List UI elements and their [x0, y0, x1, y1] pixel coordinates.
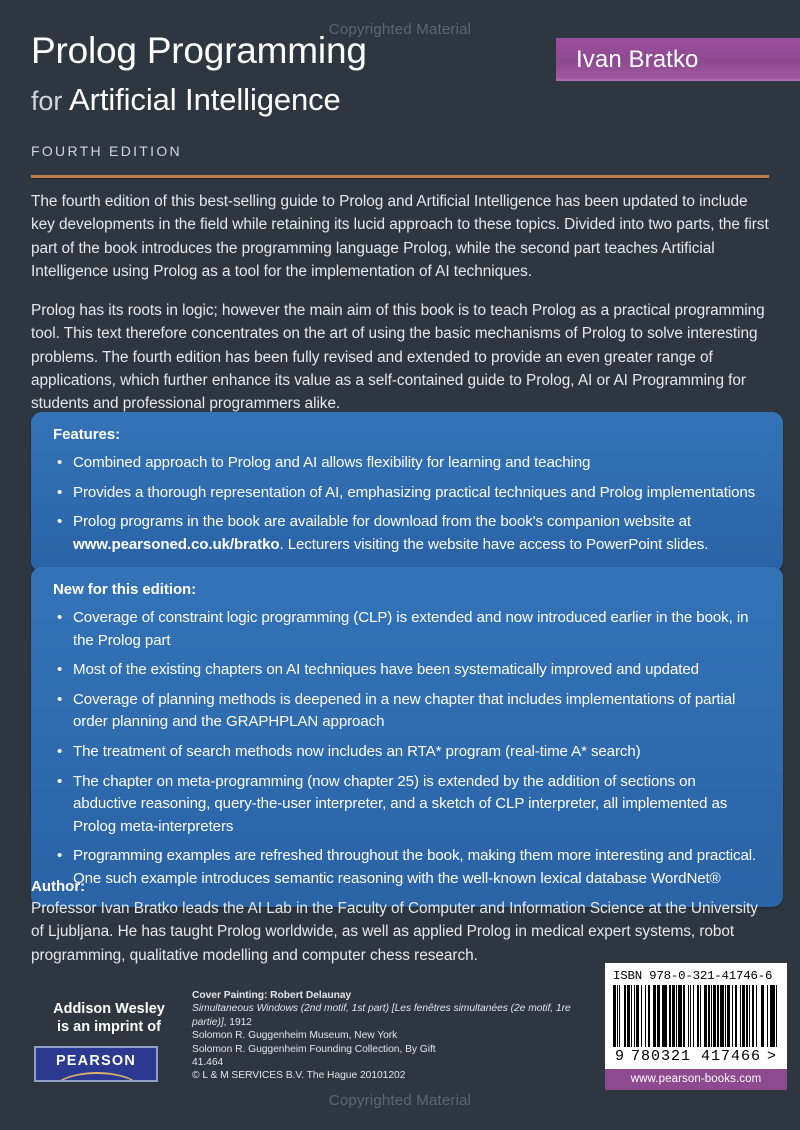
new-item-5: The chapter on meta-programming (now chapter 25) is extended by the addition of sections on abductive reasoning, query-the-user interpreter, and a sketch of CLP interpreter, all implemented as Prolog meta-interpreters [73, 772, 728, 835]
features-panel [31, 412, 783, 572]
list-item [53, 511, 761, 556]
list-item [53, 741, 761, 764]
credit-line-4: Solomon R. Guggenheim Founding Collection, By Gift [192, 1043, 436, 1055]
intro-paragraphs [31, 190, 773, 432]
bullet-icon: • [57, 690, 63, 708]
copyright-watermark-bottom: Copyrighted Material [328, 1092, 472, 1109]
pearson-logo-text: PEARSON [55, 1053, 137, 1069]
credit-line-6: © L & M SERVICES B.V. The Hague 20101202 [192, 1070, 406, 1082]
title-subject: Artificial Intelligence [69, 82, 341, 117]
bullet-icon: • [57, 772, 63, 790]
barcode-digit-left: 9 [615, 1048, 626, 1065]
barcode-bars-icon [613, 985, 779, 1047]
barcode-digit-right: > [766, 1048, 777, 1065]
pearson-logo [34, 1046, 158, 1082]
credit-line-3: Solomon R. Guggenheim Museum, New York [192, 1030, 398, 1042]
copyright-watermark-top: Copyrighted Material [328, 21, 472, 38]
new-edition-panel [31, 567, 783, 907]
bullet-icon: • [57, 513, 63, 531]
bullet-icon: • [57, 483, 63, 501]
cover-painting-credits [192, 989, 592, 1083]
new-item-6: Programming examples are refreshed throughout the book, making them more interesting and practical. One such example introduces semantic reasoning with the well-known lexical database WordNet® [73, 847, 757, 887]
list-item [53, 689, 761, 734]
bullet-icon: • [57, 661, 63, 679]
imprint-line-1: Addison Wesley [53, 1001, 165, 1017]
list-item [53, 482, 761, 505]
book-title-line-2 [31, 80, 551, 121]
pearson-books-url[interactable]: www.pearson-books.com [605, 1069, 787, 1090]
bullet-icon: • [57, 742, 63, 760]
credit-work-year: , 1912 [223, 1016, 252, 1028]
credit-heading: Cover Painting: Robert Delaunay [192, 990, 352, 1001]
isbn-label: ISBN 978-0-321-41746-6 [613, 969, 773, 983]
title-for-word: for [31, 86, 63, 116]
new-edition-list [53, 607, 761, 891]
book-title-line-1: Prolog Programming [31, 30, 367, 71]
credit-line-5: 41.464 [192, 1057, 224, 1069]
companion-website-url[interactable]: www.pearsoned.co.uk/bratko [73, 535, 280, 553]
edition-label: FOURTH EDITION [31, 143, 182, 159]
bullet-icon: • [57, 847, 63, 865]
barcode-block [605, 963, 787, 1090]
bullet-icon: • [57, 454, 63, 471]
features-item-3-tail: . Lecturers visiting the website have access to PowerPoint slides. [279, 535, 709, 553]
bullet-icon: • [57, 609, 63, 626]
list-item [53, 771, 761, 839]
horizontal-rule [31, 175, 769, 178]
new-item-4: The treatment of search methods now includes an RTA* program (real-time A* search) [73, 742, 641, 760]
intro-paragraph-2: Prolog has its roots in logic; however the main aim of this book is to teach Prolog as a practical programming tool. This text therefore concentrates on the art of using the basic mechanisms of Prolog to solve interesting problems. The fourth edition has been fully revised and extended to provide an even greater range of applications, which further enhance its value as a self-contained guide to Prolog, AI or AI Programming for students and professional programmers alike. [31, 302, 765, 413]
imprint-block [34, 1000, 184, 1082]
author-biography: Professor Ivan Bratko leads the AI Lab in the Faculty of Computer and Information Science at the University of Ljubljana. He has taught Prolog worldwide, as well as applied Prolog in medical expert systems, robot programming, qualitative modelling and computer chess research. [31, 900, 758, 964]
author-section [31, 878, 773, 967]
features-item-3: Prolog programs in the book are available for download from the book's companion website at [73, 513, 692, 531]
features-item-1: Combined approach to Prolog and AI allows flexibility for learning and teaching [73, 454, 591, 471]
author-name-banner [556, 38, 800, 81]
new-item-3: Coverage of planning methods is deepened in a new chapter that includes implementations of partial order planning and the GRAPHPLAN approach [73, 690, 736, 731]
features-list [53, 452, 761, 556]
new-item-2: Most of the existing chapters on AI techniques have been systematically improved and updated [73, 661, 699, 679]
barcode-card [605, 963, 787, 1069]
new-edition-panel-title: New for this edition: [53, 581, 197, 598]
credit-work-title: Simultaneous Windows (2nd motif, 1st part) [Les fenêtres simultanées (2e motif, 1re partie)] [192, 1003, 571, 1028]
author-section-label: Author: [31, 878, 86, 895]
intro-paragraph-1: The fourth edition of this best-selling guide to Prolog and Artificial Intelligence has been updated to include key developments in the field while retaining its lucid approach to these topics. Divided into two parts, the first part of the book introduces the programming language Prolog, while the second part teaches Artificial Intelligence using Prolog as a tool for the implementation of AI techniques. [31, 193, 769, 280]
credit-work [192, 1002, 592, 1029]
features-panel-title: Features: [53, 426, 121, 443]
features-item-2: Provides a thorough representation of AI, emphasizing practical techniques and Prolog implementations [73, 483, 756, 501]
list-item [53, 659, 761, 682]
list-item [53, 607, 761, 652]
imprint-line-2: is an imprint of [57, 1019, 161, 1035]
author-name: Ivan Bratko [576, 45, 699, 73]
new-item-1: Coverage of constraint logic programming (CLP) is extended and now introduced earlier in the book, in the Prolog part [73, 609, 749, 649]
barcode-digit-main: 780321 417466 [630, 1048, 762, 1065]
title-block [31, 30, 551, 159]
pearson-arc-icon [48, 1072, 146, 1082]
list-item [53, 452, 761, 475]
barcode-digits [613, 1047, 779, 1065]
